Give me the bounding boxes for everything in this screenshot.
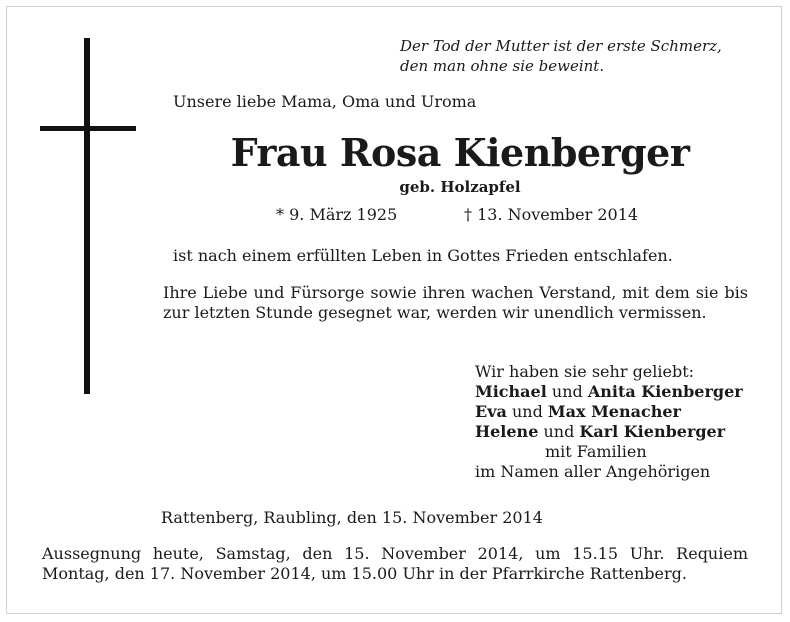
quote-line-1: Der Tod der Mutter ist der erste Schmerz, bbox=[400, 37, 722, 55]
intro-line: Unsere liebe Mama, Oma und Uroma bbox=[173, 92, 477, 111]
mourners-heading: Wir haben sie sehr geliebt: bbox=[475, 362, 695, 381]
family-joiner: und bbox=[551, 382, 583, 401]
family-second-name: Karl Kienberger bbox=[579, 422, 726, 441]
deceased-name: Frau Rosa Kienberger bbox=[230, 130, 690, 175]
epigraph-quote bbox=[400, 36, 760, 76]
on-behalf-line: im Namen aller Angehörigen bbox=[475, 462, 711, 481]
family-line bbox=[475, 382, 765, 402]
birth-date: * 9. März 1925 bbox=[276, 205, 398, 224]
family-line bbox=[475, 422, 765, 442]
mourners-block bbox=[475, 362, 765, 482]
family-first-name: Helene bbox=[475, 422, 539, 441]
tribute-paragraph: Ihre Liebe und Fürsorge sowie ihren wachen Verstand, mit dem sie bis zur letzten Stunde gesegnet war, werden wir unendlich vermissen. bbox=[163, 283, 748, 322]
death-date: † 13. November 2014 bbox=[464, 205, 639, 224]
family-first-name: Michael bbox=[475, 382, 547, 401]
place-and-date: Rattenberg, Raubling, den 15. November 2014 bbox=[161, 508, 543, 527]
passing-sentence: ist nach einem erfüllten Leben in Gottes Frieden entschlafen. bbox=[173, 246, 673, 265]
family-line bbox=[475, 402, 765, 422]
cross-vertical-bar bbox=[84, 38, 90, 394]
birth-name: geb. Holzapfel bbox=[399, 178, 521, 196]
family-first-name: Eva bbox=[475, 402, 507, 421]
service-details: Aussegnung heute, Samstag, den 15. November 2014, um 15.15 Uhr. Requiem Montag, den 17. November 2014, um 15.00 Uhr in der Pfarrkirche Rattenberg. bbox=[42, 544, 748, 583]
with-families-line: mit Familien bbox=[545, 442, 647, 461]
family-joiner: und bbox=[511, 402, 543, 421]
quote-line-2: den man ohne sie beweint. bbox=[400, 57, 605, 75]
family-second-name: Max Menacher bbox=[547, 402, 681, 421]
family-joiner: und bbox=[543, 422, 575, 441]
cross-horizontal-bar bbox=[40, 126, 136, 131]
family-second-name: Anita Kienberger bbox=[587, 382, 743, 401]
